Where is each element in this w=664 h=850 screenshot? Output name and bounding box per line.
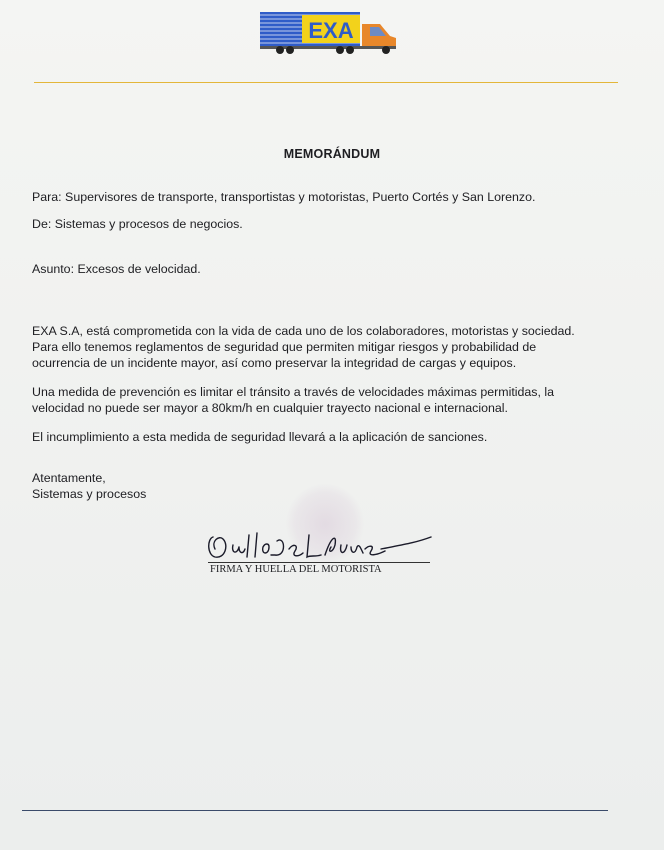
para-line: Para: Supervisores de transporte, transportistas y motoristas, Puerto Cortés y San Lorenzo. [32,190,536,204]
body1-line-2: Para ello tenemos reglamentos de seguridad que permiten mitigar riesgos y probabilidad de [32,340,537,354]
memo-title: MEMORÁNDUM [283,147,381,161]
body1-line-1: EXA S.A, está comprometida con la vida de cada uno de los colaboradores, motoristas y sociedad. [32,324,575,338]
body2-line-2: velocidad no puede ser mayor a 80km/h en cualquier trayecto nacional e internacional. [32,401,508,415]
handwritten-signature [205,527,435,567]
footer-divider [22,810,608,811]
body1-line-3: ocurrencia de un incidente mayor, así como preservar la integridad de cargas y equipos. [32,356,517,370]
asunto-line: Asunto: Excesos de velocidad. [32,262,201,276]
body2-line-1: Una medida de prevención es limitar el tránsito a través de velocidades máximas permitidas, la [32,385,555,399]
exa-logo [258,10,404,56]
logo-text: EXA [308,18,354,43]
signature-label: FIRMA Y HUELLA DEL MOTORISTA [210,564,382,575]
sender: Sistemas y procesos [32,487,147,501]
closing: Atentamente, [32,471,106,485]
header-divider [34,82,618,83]
signature-line [208,562,430,563]
body3-line: El incumplimiento a esta medida de seguridad llevará a la aplicación de sanciones. [32,430,488,444]
de-line: De: Sistemas y procesos de negocios. [32,217,243,231]
